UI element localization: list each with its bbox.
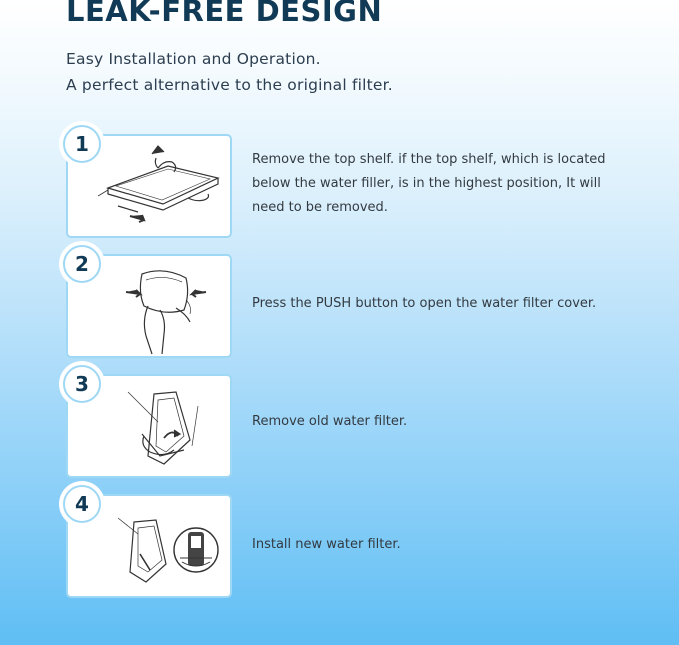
step-2-description: Press the PUSH button to open the water filter cover. [252, 296, 597, 311]
subtitle-line-1: Easy Installation and Operation. [66, 50, 321, 68]
subtitle-line-2: A perfect alternative to the original filter. [66, 76, 393, 94]
page-title: LEAK-FREE DESIGN [66, 0, 383, 28]
subtitle [66, 46, 393, 98]
step-number-badge: 3 [63, 365, 101, 403]
step-1-description: Remove the top shelf. if the top shelf, which is located below the water filler, is in the highest position, It will need to be removed. [252, 152, 606, 215]
step-number-badge: 2 [63, 245, 101, 283]
step-3-description: Remove old water filter. [252, 414, 408, 429]
step-number-badge: 4 [63, 485, 101, 523]
step-4-description: Install new water filter. [252, 537, 401, 552]
step-number-badge: 1 [63, 125, 101, 163]
